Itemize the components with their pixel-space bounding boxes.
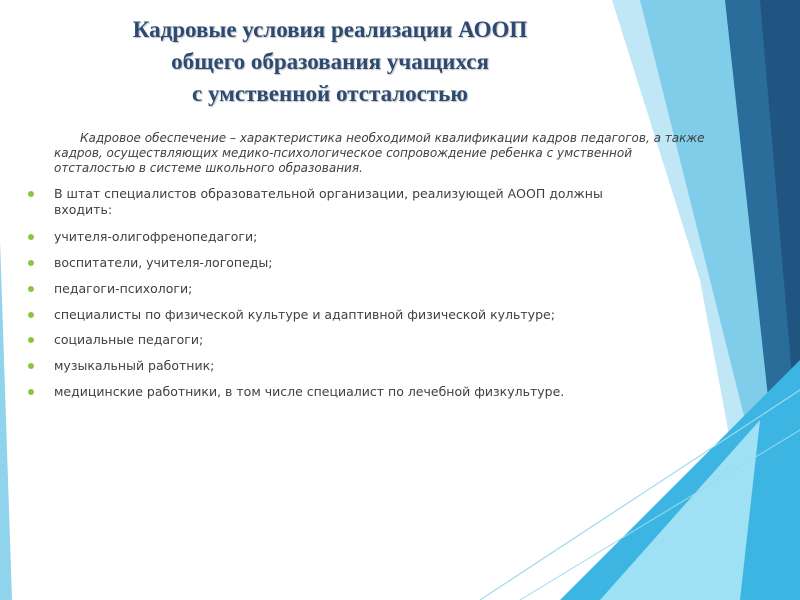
bullet-text: музыкальный работник; <box>54 358 215 373</box>
bullet-dot-icon <box>28 260 34 266</box>
bullet-dot-icon <box>28 234 34 240</box>
bullet-dot-icon <box>28 363 34 369</box>
title-line: Кадровые условия реализации АООП <box>132 17 528 42</box>
intro-paragraph: Кадровое обеспечение – характеристика необходимой квалификации кадров педагогов, а также кадров, осуществляющих медико-психологическое сопровождение ребенка с умственной отсталостью в системе школьного образования. <box>54 131 705 175</box>
bullet-text: педагоги-психологи; <box>54 281 193 296</box>
bullet-dot-icon <box>28 191 34 197</box>
bullet-dot-icon <box>28 286 34 292</box>
bullet-text: медицинские работники, в том числе специалист по лечебной физкультуре. <box>54 384 565 399</box>
bottom-light-triangle <box>600 420 760 600</box>
bullet-dot-icon <box>28 312 34 318</box>
title-line: общего образования учащихся <box>171 49 489 74</box>
bullet-text: воспитатели, учителя-логопеды; <box>54 255 273 270</box>
bullet-dot-icon <box>28 389 34 395</box>
title-line: с умственной отсталостью <box>192 81 468 106</box>
bullet-text: учителя-олигофренопедагоги; <box>54 229 258 244</box>
bullet-dot-icon <box>28 337 34 343</box>
slide-title <box>70 14 590 110</box>
left-accent-shape <box>0 240 12 600</box>
bullet-text: социальные педагоги; <box>54 332 204 347</box>
bullet-text: В штат специалистов образовательной организации, реализующей АООП должны входить: <box>54 186 603 217</box>
bullet-text: специалисты по физической культуре и адаптивной физической культуре; <box>54 307 555 322</box>
